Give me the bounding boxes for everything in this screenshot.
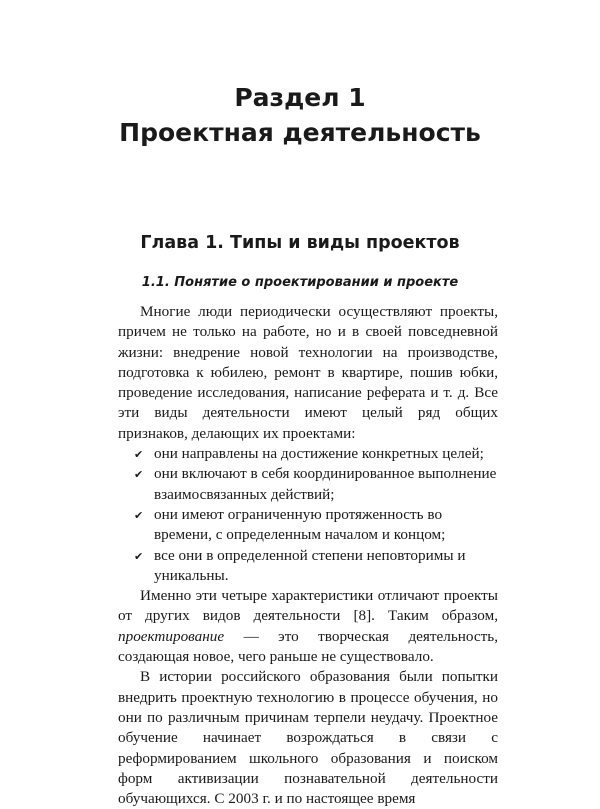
check-mark-icon: ✔ bbox=[134, 448, 144, 462]
list-item bbox=[118, 444, 498, 464]
paragraph-1: Многие люди периодически осуществляют проекты, причем не только на работе, но и в своей повседневной жизни: внедрение новой технологии на производстве, подготовка к юбилею, ремонт в квартире, пошив юбки, проведение исследования, написание реферата и т. д. Все эти виды деятельности имеют целый ряд общих признаков, делающих их проектами: bbox=[118, 303, 498, 442]
section-heading bbox=[0, 80, 600, 150]
list-item-text: они направлены на достижение конкретных целей; bbox=[154, 445, 484, 463]
check-mark-icon: ✔ bbox=[134, 549, 144, 563]
list-item-text: они имеют ограниченную протяженность во времени, с определенным началом и концом; bbox=[154, 505, 446, 544]
list-item bbox=[118, 546, 498, 587]
chapter-title: Глава 1. Типы и виды проектов bbox=[140, 233, 460, 253]
check-mark-icon: ✔ bbox=[134, 508, 144, 522]
paragraph-2-end: — это творческая деятельность, создающая новое, чего раньше не существовало. bbox=[118, 627, 498, 666]
paragraph-2 bbox=[118, 586, 498, 667]
paragraph-2-start: Именно эти четыре характеристики отличают проекты от других видов деятельности [8]. Таким образом, bbox=[118, 587, 498, 625]
list-item bbox=[118, 464, 498, 505]
term-design: проектирование bbox=[118, 627, 225, 645]
section-title: Проектная деятельность bbox=[119, 118, 481, 147]
subsection-title: 1.1. Понятие о проектировании и проекте bbox=[141, 275, 459, 290]
section-number: Раздел 1 bbox=[234, 83, 366, 112]
list-item-text: они включают в себя координированное выполнение взаимосвязанных действий; bbox=[154, 465, 497, 503]
body-text bbox=[118, 302, 498, 809]
feature-list bbox=[118, 444, 498, 586]
check-mark-icon: ✔ bbox=[134, 468, 144, 482]
paragraph-3: В истории российского образования были попытки внедрить проектную технологию в процессе обучения, но они по различным причинам терпели неудачу. Проектное обучение начинает возрождаться в связи с реформированием школьного образования и поиском форм активизации познавательной деятельности обучающихся. С 2003 г. и по настоящее время bbox=[118, 668, 498, 808]
list-item bbox=[118, 505, 498, 546]
list-item-text: все они в определенной степени неповторимы и уникальны. bbox=[154, 546, 466, 584]
